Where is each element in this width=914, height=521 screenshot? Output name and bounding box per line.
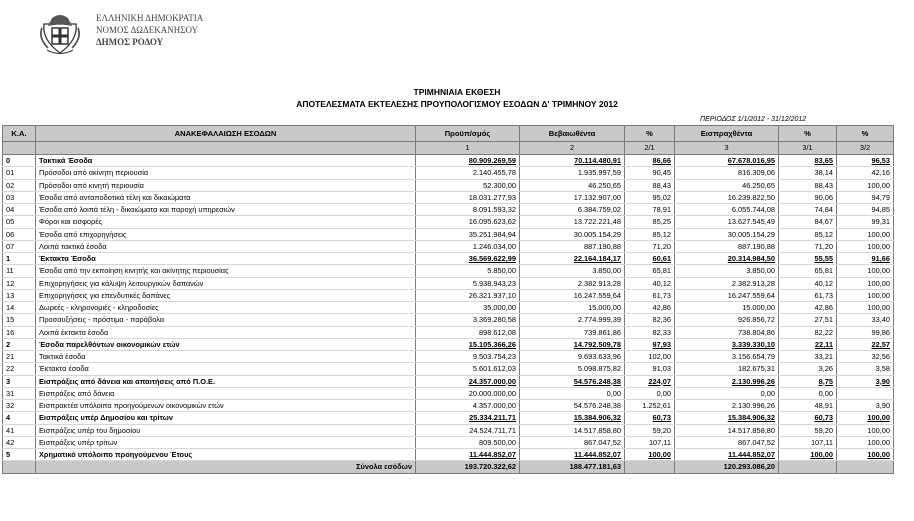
cell-pct-3-2: 100,00 [837,289,894,301]
cell-pct-3-2: 3,90 [837,400,894,412]
cell-code: 2 [3,338,36,350]
cell-code: 06 [3,228,36,240]
cell-budget: 25.334.211,71 [416,412,520,424]
cell-code: 4 [3,412,36,424]
table-row [3,351,894,363]
cell-certified: 15.000,00 [520,302,625,314]
cell-budget: 11.444.852,07 [416,449,520,461]
cell-pct-2-1: 0,00 [625,387,675,399]
cell-code: 15 [3,314,36,326]
cell-code: 14 [3,302,36,314]
cell-pct-3-1: 83,65 [779,155,837,167]
cell-certified: 16.247.559,64 [520,289,625,301]
subheader-cell: 1 [416,142,520,155]
cell-description: Φόροι και εισφορές [36,216,416,228]
cell-budget: 26.321.937,10 [416,289,520,301]
cell-collected: 867.047,52 [675,436,779,448]
cell-code: 05 [3,216,36,228]
table-row [3,326,894,338]
cell-certified: 13.722.221,48 [520,216,625,228]
cell-budget: 35.000,00 [416,302,520,314]
cell-budget: 20.000.000,00 [416,387,520,399]
cell-budget: 35.251.984,94 [416,228,520,240]
table-row [3,363,894,375]
cell-pct-3-1: 27,51 [779,314,837,326]
subheader-cell: 2/1 [625,142,675,155]
org-line-republic: ΕΛΛΗΝΙΚΗ ΔΗΜΟΚΡΑΤΙΑ [96,13,204,23]
table-row [3,204,894,216]
cell-certified: 2.774.999,39 [520,314,625,326]
table-row [3,167,894,179]
cell-collected: 816.309,06 [675,167,779,179]
category-row [3,338,894,350]
report-period: ΠΕΡΙΟΔΟΣ 1/1/2012 - 31/12/2012 [700,116,807,123]
cell-pct-2-1: 82,33 [625,326,675,338]
table-row [3,289,894,301]
cell-pct-2-1: 90,45 [625,167,675,179]
category-row [3,375,894,387]
table-row [3,436,894,448]
table-row [3,424,894,436]
table-row [3,400,894,412]
cell-budget: 15.105.366,26 [416,338,520,350]
totals-row [3,461,894,474]
cell-pct-3-2 [837,387,894,399]
cell-collected: 3.850,00 [675,265,779,277]
cell-budget: 8.091.593,32 [416,204,520,216]
cell-description: Χρηματικό υπόλοιπο προηγούμενου Έτους [36,449,416,461]
cell-collected: 738.804,86 [675,326,779,338]
cell-certified: 867.047,52 [520,436,625,448]
cell-code: 16 [3,326,36,338]
report-subtitle: ΑΠΟΤΕΛΕΣΜΑΤΑ ΕΚΤΕΛΕΣΗΣ ΠΡΟΥΠΟΛΟΓΙΣΜΟΥ ΕΣΟΔΩΝ Δ' ΤΡΙΜΗΝΟΥ 2012 [296,99,618,109]
cell-budget: 2.140.455,78 [416,167,520,179]
report-title: ΤΡΙΜΗΝΙΑΙΑ ΕΚΘΕΣΗ [413,87,501,97]
cell-pct-3-1: 42,86 [779,302,837,314]
cell-pct-3-1: 84,67 [779,216,837,228]
cell-pct-3-2: 33,40 [837,314,894,326]
cell-pct-3-1: 85,12 [779,228,837,240]
cell-pct-2-1: 86,66 [625,155,675,167]
col-header-budget: Προϋπ/σμός [416,126,520,142]
cell-certified: 887.190,88 [520,240,625,252]
cell-description: Επιχορηγήσεις για κάλυψη λειτουργικών δαπανών [36,277,416,289]
category-row [3,449,894,461]
cell-collected: 67.678.016,95 [675,155,779,167]
cell-certified: 14.517.858,80 [520,424,625,436]
cell-description: Εισπράξεις από δάνεια και απαιτήσεις από Π.Ο.Ε. [36,375,416,387]
cell-description: Έσοδα από λοιπά τέλη - δικαιώματα και παροχή υπηρεσιών [36,204,416,216]
cell-collected: 30.005.154,29 [675,228,779,240]
cell-budget: 52.300,00 [416,179,520,191]
cell-certified: 739.861,86 [520,326,625,338]
category-row [3,155,894,167]
cell-pct-2-1: 82,36 [625,314,675,326]
cell-collected: 887.190,88 [675,240,779,252]
cell-description: Έκτακτα Έσοδα [36,253,416,265]
cell-pct-2-1: 42,86 [625,302,675,314]
cell-code: 03 [3,191,36,203]
category-row [3,412,894,424]
cell-pct-2-1: 95,02 [625,191,675,203]
cell-pct-2-1: 65,81 [625,265,675,277]
cell-code: 22 [3,363,36,375]
greek-coat-of-arms-icon [38,10,82,56]
cell-pct-2-1: 78,91 [625,204,675,216]
cell-budget: 24.524.711,71 [416,424,520,436]
cell-description: Προσαυξήσεις - πρόστιμα - παράβολα [36,314,416,326]
cell-code: 11 [3,265,36,277]
cell-pct-2-1: 1.252,61 [625,400,675,412]
table-row [3,228,894,240]
cell-certified: 5.098.875,82 [520,363,625,375]
cell-pct-2-1: 224,07 [625,375,675,387]
cell-collected: 3.156.654,79 [675,351,779,363]
cell-pct-3-1: 48,91 [779,400,837,412]
cell-collected: 3.339.330,10 [675,338,779,350]
cell-pct-3-1: 3,26 [779,363,837,375]
cell-budget: 809.500,00 [416,436,520,448]
cell-certified: 9.693.633,96 [520,351,625,363]
table-row [3,216,894,228]
subheader-cell: 3/2 [837,142,894,155]
col-header-certified: Βεβαιωθέντα [520,126,625,142]
totals-label: Σύνολα εσόδων [36,461,416,474]
cell-pct-3-2: 99,86 [837,326,894,338]
cell-description: Εισπρακτέα υπόλοιπα προηγούμενων οικονομικών ετών [36,400,416,412]
cell-collected: 15.000,00 [675,302,779,314]
cell-description: Επιχορηγήσεις για επενδυτικές δαπάνες [36,289,416,301]
col-header-pct-3-2: % [837,126,894,142]
cell-certified: 1.935.997,59 [520,167,625,179]
cell-pct-3-1: 107,11 [779,436,837,448]
table-row [3,314,894,326]
cell-budget: 3.369.280,58 [416,314,520,326]
cell-code: 12 [3,277,36,289]
cell-pct-3-1: 38,14 [779,167,837,179]
cell-collected: 16.239.822,50 [675,191,779,203]
cell-pct-3-1: 90,06 [779,191,837,203]
total-collected: 120.293.086,20 [675,461,779,474]
table-row [3,240,894,252]
cell-code: 0 [3,155,36,167]
cell-description: Έσοδα από την εκποίηση κινητής και ακίνητης περιουσίας [36,265,416,277]
cell-code: 3 [3,375,36,387]
org-line-prefecture: ΝΟΜΟΣ ΔΩΔΕΚΑΝΗΣΟΥ [96,25,199,35]
cell-pct-3-2: 96,53 [837,155,894,167]
cell-description: Εισπράξεις υπέρ Δημοσίου και τρίτων [36,412,416,424]
cell-certified: 15.384.906,32 [520,412,625,424]
cell-pct-3-1: 40,12 [779,277,837,289]
category-row [3,253,894,265]
cell-pct-3-2: 100,00 [837,228,894,240]
cell-pct-2-1: 61,73 [625,289,675,301]
cell-code: 1 [3,253,36,265]
cell-collected: 926.856,72 [675,314,779,326]
cell-budget: 5.601.612,03 [416,363,520,375]
cell-code: 41 [3,424,36,436]
cell-pct-2-1: 88,43 [625,179,675,191]
cell-code: 21 [3,351,36,363]
col-header-pct-3-1: % [779,126,837,142]
cell-collected: 2.130.996,26 [675,375,779,387]
cell-code: 02 [3,179,36,191]
cell-budget: 5.938.943,23 [416,277,520,289]
cell-budget: 5.850,00 [416,265,520,277]
cell-certified: 70.114.480,91 [520,155,625,167]
cell-certified: 17.132.907,00 [520,191,625,203]
cell-pct-2-1: 59,20 [625,424,675,436]
cell-certified: 54.576.248,38 [520,400,625,412]
cell-pct-3-2: 100,00 [837,179,894,191]
cell-pct-3-2: 100,00 [837,436,894,448]
cell-pct-3-2: 22,57 [837,338,894,350]
cell-certified: 11.444.852,07 [520,449,625,461]
cell-code: 04 [3,204,36,216]
cell-pct-3-2: 94,79 [837,191,894,203]
cell-budget: 9.503.754,23 [416,351,520,363]
cell-pct-2-1: 71,20 [625,240,675,252]
cell-pct-3-2: 100,00 [837,424,894,436]
revenue-summary-table [2,125,894,474]
cell-pct-3-2: 100,00 [837,240,894,252]
cell-pct-3-2: 100,00 [837,265,894,277]
table-row [3,387,894,399]
cell-pct-3-1: 71,20 [779,240,837,252]
cell-certified: 46.250,65 [520,179,625,191]
cell-pct-3-1: 61,73 [779,289,837,301]
cell-description: Πρόσοδοι από κινητή περιουσία [36,179,416,191]
cell-code: 13 [3,289,36,301]
cell-certified: 14.792.509,78 [520,338,625,350]
cell-pct-2-1: 85,12 [625,228,675,240]
cell-certified: 3.850,00 [520,265,625,277]
cell-code: 42 [3,436,36,448]
cell-pct-3-2: 94,85 [837,204,894,216]
cell-pct-3-1: 65,81 [779,265,837,277]
cell-collected: 15.384.906,32 [675,412,779,424]
cell-budget: 24.357.000,00 [416,375,520,387]
cell-code: 07 [3,240,36,252]
cell-pct-2-1: 85,25 [625,216,675,228]
total-certified: 188.477.181,63 [520,461,625,474]
cell-pct-3-1: 33,21 [779,351,837,363]
cell-pct-3-1: 100,00 [779,449,837,461]
cell-description: Τακτικά έσοδα [36,351,416,363]
cell-collected: 6.055.744,08 [675,204,779,216]
cell-code: 01 [3,167,36,179]
cell-budget: 80.909.269,59 [416,155,520,167]
cell-pct-2-1: 100,00 [625,449,675,461]
cell-pct-3-2: 100,00 [837,277,894,289]
cell-pct-3-1: 8,75 [779,375,837,387]
cell-pct-3-1: 0,00 [779,387,837,399]
cell-pct-2-1: 102,00 [625,351,675,363]
cell-pct-3-1: 22,11 [779,338,837,350]
cell-description: Εισπράξεις υπέρ του δημοσίου [36,424,416,436]
cell-code: 5 [3,449,36,461]
subheader-cell [36,142,416,155]
cell-pct-3-2: 100,00 [837,449,894,461]
cell-collected: 182.675,31 [675,363,779,375]
cell-pct-2-1: 97,93 [625,338,675,350]
subheader-cell: 2 [520,142,625,155]
cell-certified: 0,00 [520,387,625,399]
cell-certified: 2.382.913,28 [520,277,625,289]
cell-pct-3-1: 82,22 [779,326,837,338]
subheader-cell: 3 [675,142,779,155]
total-budget: 193.720.322,62 [416,461,520,474]
cell-certified: 6.384.759,02 [520,204,625,216]
cell-pct-3-1: 59,20 [779,424,837,436]
col-header-collected: Εισπραχθέντα [675,126,779,142]
cell-description: Έσοδα από ανταποδοτικά τέλη και δικαιώματα [36,191,416,203]
cell-pct-2-1: 60,61 [625,253,675,265]
cell-budget: 18.031.277,93 [416,191,520,203]
cell-pct-3-1: 60,73 [779,412,837,424]
cell-budget: 4.357.000,00 [416,400,520,412]
cell-code: 31 [3,387,36,399]
table-row [3,179,894,191]
cell-description: Έκτακτα έσοδα [36,363,416,375]
cell-collected: 2.382.913,28 [675,277,779,289]
cell-code: 32 [3,400,36,412]
col-header-pct-2-1: % [625,126,675,142]
cell-pct-3-2: 91,66 [837,253,894,265]
cell-pct-3-2: 3,90 [837,375,894,387]
table-body [3,155,894,461]
cell-description: Εισπράξεις από δάνεια [36,387,416,399]
cell-pct-3-1: 74,84 [779,204,837,216]
cell-description: Έσοδα παρελθόντων οικονομικών ετών [36,338,416,350]
cell-description: Τακτικά Έσοδα [36,155,416,167]
cell-description: Λοιπά έκτακτα έσοδα [36,326,416,338]
cell-description: Έσοδα από επιχορηγήσεις [36,228,416,240]
cell-collected: 16.247.559,64 [675,289,779,301]
cell-budget: 1.246.034,00 [416,240,520,252]
cell-pct-3-1: 88,43 [779,179,837,191]
cell-pct-2-1: 40,12 [625,277,675,289]
cell-pct-3-2: 3,58 [837,363,894,375]
org-line-municipality: ΔΗΜΟΣ ΡΟΔΟΥ [96,37,164,47]
cell-collected: 14.517.858,80 [675,424,779,436]
cell-pct-2-1: 107,11 [625,436,675,448]
cell-pct-3-2: 32,56 [837,351,894,363]
table-row [3,277,894,289]
subheader-cell [3,142,36,155]
subheader-cell: 3/1 [779,142,837,155]
table-row [3,302,894,314]
cell-collected: 11.444.852,07 [675,449,779,461]
cell-pct-3-2: 100,00 [837,412,894,424]
cell-budget: 898.612,08 [416,326,520,338]
cell-description: Εισπράξεις υπέρ τρίτων [36,436,416,448]
cell-certified: 30.005.154,29 [520,228,625,240]
cell-pct-3-1: 55,55 [779,253,837,265]
cell-budget: 36.569.622,99 [416,253,520,265]
cell-collected: 46.250,65 [675,179,779,191]
col-header-code: Κ.Α. [3,126,36,142]
cell-description: Λοιπά τακτικά έσοδα [36,240,416,252]
cell-pct-2-1: 91,03 [625,363,675,375]
cell-pct-2-1: 60,73 [625,412,675,424]
cell-certified: 22.164.184,17 [520,253,625,265]
table-row [3,265,894,277]
cell-collected: 20.314.984,50 [675,253,779,265]
cell-description: Πρόσοδοι από ακίνητη περιουσία [36,167,416,179]
cell-description: Δωρεές - κληρονομιές - κληροδοσίες [36,302,416,314]
col-header-description: ΑΝΑΚΕΦΑΛΑΙΩΣΗ ΕΣΟΔΩΝ [36,126,416,142]
table-row [3,191,894,203]
letterhead [38,8,338,58]
cell-pct-3-2: 100,00 [837,302,894,314]
cell-pct-3-2: 42,16 [837,167,894,179]
cell-collected: 2.130.996,26 [675,400,779,412]
cell-pct-3-2: 99,31 [837,216,894,228]
cell-collected: 13.627.545,49 [675,216,779,228]
cell-budget: 16.095.623,62 [416,216,520,228]
cell-certified: 54.576.248,38 [520,375,625,387]
cell-collected: 0,00 [675,387,779,399]
